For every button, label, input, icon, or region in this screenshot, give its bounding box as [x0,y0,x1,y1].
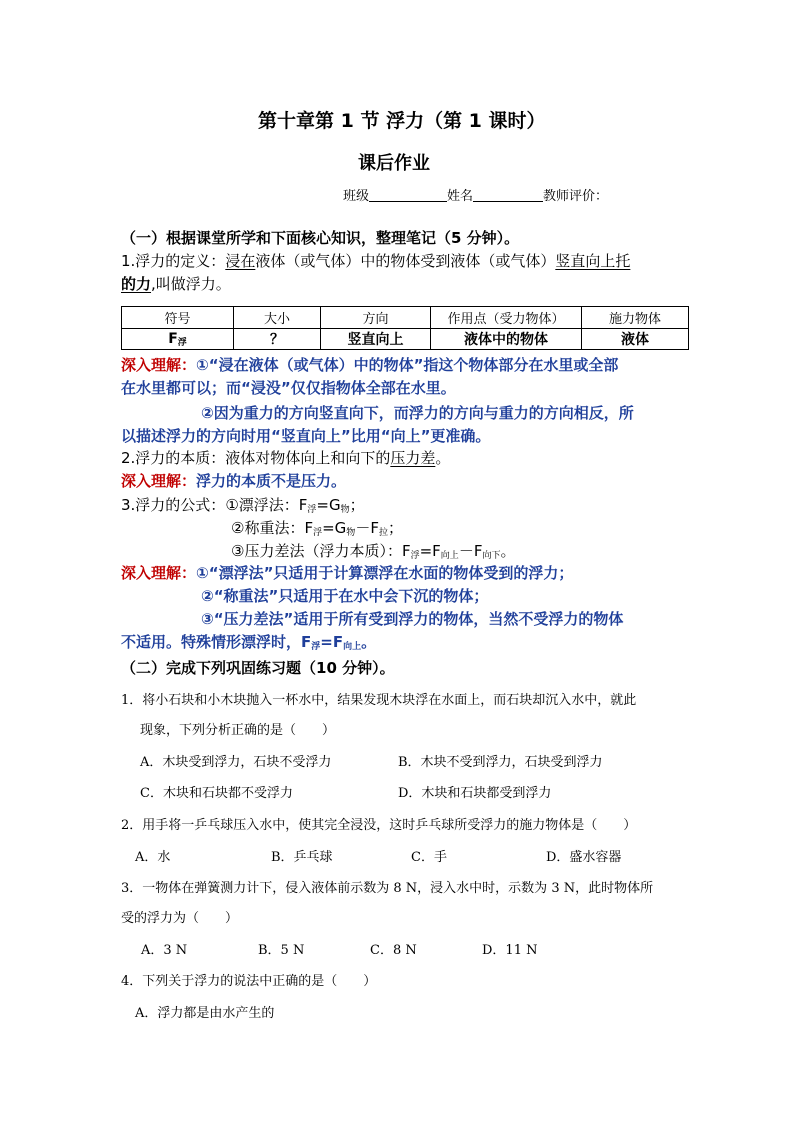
value-cell: 竖直向上 [321,329,431,350]
header-fields [343,185,608,204]
q3-line1: 3．一物体在弹簧测力计下，侵入液体前示数为 8 N，浸入水中时，示数为 3 N，此时物体所 [121,881,654,896]
header-cell: 符号 [122,307,234,329]
header-cell: 方向 [321,307,431,329]
section1-heading: （一）根据课堂所学和下面核心知识，整理笔记（5 分钟）。 [121,229,520,247]
formula-line3: ③压力差法（浮力本质）：$F_浮=F_{向上}-F_{向下}$。 [231,542,516,561]
insight2-line: 深入理解：浮力的本质不是压力。 [121,472,347,490]
insight1-line4: 以描述浮力的方向时用“竖直向上”比用“向上”更准确。 [121,427,491,445]
q1-option-a[interactable]: A．木块受到浮力，石块不受浮力 [140,755,332,770]
q4-line1: 4．下列关于浮力的说法中正确的是（ ） [121,974,377,989]
table-value-row [122,329,689,350]
symbol-cell: $F_浮$ [122,329,234,350]
q3-option-d[interactable]: D．11 N [482,943,538,958]
name-label: 姓名 [447,189,474,204]
insight3-line2: ②“称重法”只适用于在水中会下沉的物体； [201,587,489,605]
header-cell: 作用点（受力物体） [431,307,582,329]
q2-option-c[interactable]: C．手 [411,850,447,865]
q2-option-d[interactable]: D．盛水容器 [546,850,622,865]
insight1-line3: ②因为重力的方向竖直向下，而浮力的方向与重力的方向相反，所 [201,404,634,422]
q1-option-c[interactable]: C．木块和石块都不受浮力 [140,786,293,801]
section2-heading: （二）完成下列巩固练习题（10 分钟）。 [121,659,395,677]
q2-option-a[interactable]: A．水 [135,850,171,865]
value-cell: ？ [234,329,321,350]
class-label: 班级 [343,189,370,204]
insight1-line2: 在水里都可以；而“浸没”仅仅指物体全部在水里。 [121,379,456,397]
formula-line1: 3.浮力的公式：①漂浮法：$F_浮=G_物$； [121,496,365,515]
insight1-line1: 深入理解：①“浸在液体（或气体）中的物体”指这个物体部分在水里或全部 [121,356,619,374]
essence-line: 2.浮力的本质：液体对物体向上和向下的压力差。 [121,449,451,467]
buoyancy-properties-table [121,306,689,350]
header-cell: 大小 [234,307,321,329]
q1-option-d[interactable]: D．木块和石块都受到浮力 [398,786,552,801]
q3-option-c[interactable]: C．8 N [370,943,417,958]
definition-line1: 1.浮力的定义：浸在液体（或气体）中的物体受到液体（或气体）竖直向上托 [121,252,631,270]
q1-line2: 现象，下列分析正确的是（ ） [140,723,336,738]
q3-option-a[interactable]: A．3 N [141,943,188,958]
q2-line1: 2．用手将一乒乓球压入水中，使其完全浸没，这时乒乓球所受浮力的施力物体是（ ） [121,818,637,833]
insight3-line3: ③“压力差法”适用于所有受到浮力的物体，当然不受浮力的物体 [201,610,624,628]
evaluation-label: 教师评价： [543,189,609,204]
page-subtitle: 课后作业 [358,153,430,174]
class-blank[interactable] [369,189,447,202]
insight3-line4: 不适用。特殊情形漂浮时，$F_浮=F_{向上}$。 [121,633,377,652]
page-title: 第十章第 1 节 浮力（第 1 课时） [258,110,546,132]
value-cell: 液体中的物体 [431,329,582,350]
q3-line2: 受的浮力为（ ） [121,911,239,926]
q2-option-b[interactable]: B．乒乓球 [271,850,333,865]
value-cell: 液体 [582,329,689,350]
insight3-line1: 深入理解：①“漂浮法”只适用于计算漂浮在水面的物体受到的浮力； [121,564,574,582]
q4-option-a[interactable]: A．浮力都是由水产生的 [135,1006,275,1021]
formula-line2: ②称重法：$F_浮=G_物-F_拉$； [231,519,403,538]
q1-line1: 1．将小石块和小木块抛入一杯水中，结果发现木块浮在水面上，而石块却沉入水中，就此 [121,693,637,708]
definition-line2: 的力,叫做浮力。 [121,275,231,293]
name-blank[interactable] [473,189,543,202]
q1-option-b[interactable]: B．木块不受到浮力，石块受到浮力 [398,755,603,770]
q3-option-b[interactable]: B．5 N [258,943,305,958]
header-cell: 施力物体 [582,307,689,329]
table-header-row [122,307,689,329]
